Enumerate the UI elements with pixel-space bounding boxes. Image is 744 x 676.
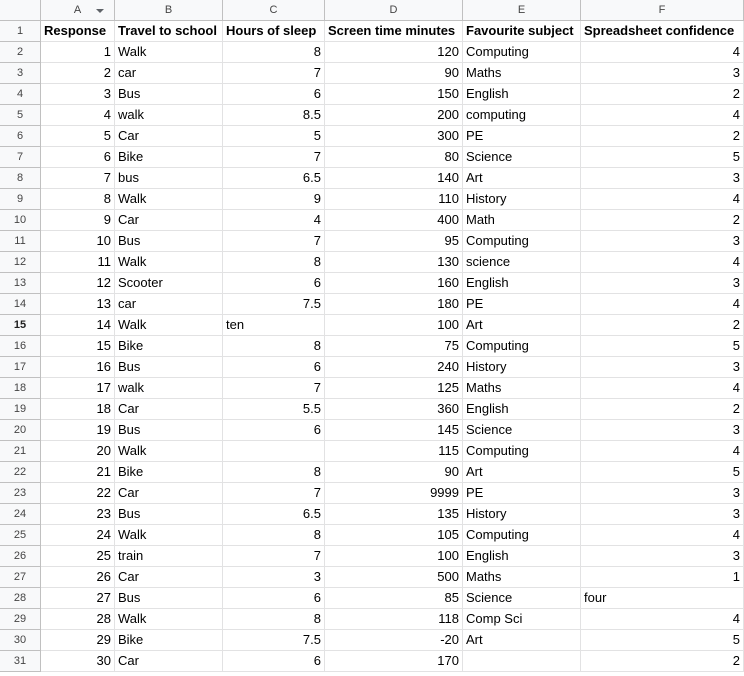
column-header-row bbox=[0, 0, 744, 21]
table-cell[interactable]: car bbox=[115, 63, 223, 84]
row-number[interactable]: 4 bbox=[0, 84, 41, 105]
table-cell[interactable]: Scooter bbox=[115, 273, 223, 294]
table-cell[interactable]: 300 bbox=[325, 126, 463, 147]
table-cell[interactable]: 4 bbox=[41, 105, 115, 126]
row-number[interactable]: 29 bbox=[0, 609, 41, 630]
table-cell[interactable]: PE bbox=[463, 483, 581, 504]
table-cell[interactable]: 5 bbox=[223, 126, 325, 147]
table-cell[interactable]: 30 bbox=[41, 651, 115, 672]
header-cell[interactable]: Screen time minutes bbox=[325, 21, 463, 42]
table-cell[interactable]: 5 bbox=[581, 462, 744, 483]
table-cell[interactable]: 6 bbox=[223, 651, 325, 672]
table-cell[interactable]: English bbox=[463, 546, 581, 567]
row-number[interactable]: 3 bbox=[0, 63, 41, 84]
table-cell[interactable]: Car bbox=[115, 210, 223, 231]
row-number[interactable]: 31 bbox=[0, 651, 41, 672]
table-cell[interactable]: 20 bbox=[41, 441, 115, 462]
row-number[interactable]: 26 bbox=[0, 546, 41, 567]
table-cell[interactable]: 28 bbox=[41, 609, 115, 630]
table-cell[interactable]: 80 bbox=[325, 147, 463, 168]
table-cell[interactable]: 19 bbox=[41, 420, 115, 441]
table-cell[interactable]: 8 bbox=[223, 525, 325, 546]
table-cell[interactable]: 118 bbox=[325, 609, 463, 630]
row-number[interactable]: 12 bbox=[0, 252, 41, 273]
table-cell[interactable]: Science bbox=[463, 420, 581, 441]
table-row bbox=[0, 420, 744, 441]
table-cell[interactable]: 17 bbox=[41, 378, 115, 399]
table-cell[interactable]: 3 bbox=[581, 168, 744, 189]
table-cell[interactable]: Bus bbox=[115, 84, 223, 105]
table-row bbox=[0, 189, 744, 210]
table-cell[interactable]: 8 bbox=[223, 42, 325, 63]
table-cell[interactable]: 21 bbox=[41, 462, 115, 483]
table-cell[interactable]: 2 bbox=[581, 126, 744, 147]
table-cell[interactable]: 18 bbox=[41, 399, 115, 420]
table-cell[interactable]: 125 bbox=[325, 378, 463, 399]
table-row bbox=[0, 273, 744, 294]
table-cell[interactable]: 2 bbox=[41, 63, 115, 84]
row-number[interactable]: 23 bbox=[0, 483, 41, 504]
table-cell[interactable]: Walk bbox=[115, 525, 223, 546]
table-cell[interactable]: Walk bbox=[115, 42, 223, 63]
table-cell[interactable]: 6 bbox=[223, 357, 325, 378]
row-number[interactable]: 6 bbox=[0, 126, 41, 147]
table-row bbox=[0, 441, 744, 462]
table-row bbox=[0, 294, 744, 315]
table-row bbox=[0, 483, 744, 504]
row-number[interactable]: 18 bbox=[0, 378, 41, 399]
table-cell[interactable]: History bbox=[463, 357, 581, 378]
table-row bbox=[0, 609, 744, 630]
table-cell[interactable]: 3 bbox=[581, 231, 744, 252]
table-cell[interactable]: Bus bbox=[115, 504, 223, 525]
table-row bbox=[0, 147, 744, 168]
table-cell[interactable]: 6 bbox=[223, 84, 325, 105]
table-cell[interactable]: 4 bbox=[581, 441, 744, 462]
table-cell[interactable]: 115 bbox=[325, 441, 463, 462]
row-number[interactable]: 8 bbox=[0, 168, 41, 189]
table-row bbox=[0, 231, 744, 252]
table-cell[interactable]: Computing bbox=[463, 336, 581, 357]
table-row bbox=[0, 630, 744, 651]
table-row bbox=[0, 651, 744, 672]
table-cell[interactable]: 160 bbox=[325, 273, 463, 294]
table-cell[interactable]: 170 bbox=[325, 651, 463, 672]
table-row bbox=[0, 567, 744, 588]
table-cell[interactable]: 4 bbox=[581, 525, 744, 546]
table-cell[interactable]: Computing bbox=[463, 231, 581, 252]
table-cell[interactable]: 2 bbox=[581, 210, 744, 231]
table-cell[interactable]: 3 bbox=[581, 546, 744, 567]
table-cell[interactable]: 75 bbox=[325, 336, 463, 357]
table-cell[interactable]: Computing bbox=[463, 525, 581, 546]
table-cell[interactable]: 3 bbox=[581, 483, 744, 504]
table-cell[interactable]: 7.5 bbox=[223, 294, 325, 315]
table-row bbox=[0, 168, 744, 189]
header-data-row bbox=[0, 21, 744, 42]
table-row bbox=[0, 336, 744, 357]
table-cell[interactable]: Science bbox=[463, 147, 581, 168]
table-row bbox=[0, 210, 744, 231]
select-all-corner[interactable] bbox=[0, 0, 41, 21]
column-header-e[interactable] bbox=[463, 0, 581, 21]
table-cell[interactable]: 5 bbox=[581, 147, 744, 168]
row-number[interactable]: 19 bbox=[0, 399, 41, 420]
row-number[interactable]: 9 bbox=[0, 189, 41, 210]
table-cell[interactable]: 8.5 bbox=[223, 105, 325, 126]
table-cell[interactable]: four bbox=[581, 588, 744, 609]
table-cell[interactable]: 105 bbox=[325, 525, 463, 546]
table-cell[interactable]: 6 bbox=[223, 420, 325, 441]
row-number[interactable]: 30 bbox=[0, 630, 41, 651]
table-cell[interactable]: 9 bbox=[41, 210, 115, 231]
column-header-a[interactable] bbox=[41, 0, 115, 21]
column-letter: C bbox=[269, 4, 278, 16]
table-cell[interactable]: 95 bbox=[325, 231, 463, 252]
table-cell[interactable]: 110 bbox=[325, 189, 463, 210]
row-number[interactable]: 16 bbox=[0, 336, 41, 357]
table-cell[interactable]: Bus bbox=[115, 588, 223, 609]
table-row bbox=[0, 525, 744, 546]
table-row bbox=[0, 504, 744, 525]
table-cell[interactable]: PE bbox=[463, 126, 581, 147]
table-cell[interactable]: 8 bbox=[41, 189, 115, 210]
header-cell[interactable]: Favourite subject bbox=[463, 21, 581, 42]
table-cell[interactable]: 2 bbox=[581, 651, 744, 672]
table-cell[interactable]: 9999 bbox=[325, 483, 463, 504]
table-cell[interactable]: 6 bbox=[223, 588, 325, 609]
table-cell[interactable]: 120 bbox=[325, 42, 463, 63]
table-row bbox=[0, 315, 744, 336]
table-cell[interactable]: 6 bbox=[223, 273, 325, 294]
row-number[interactable]: 10 bbox=[0, 210, 41, 231]
table-cell[interactable]: 23 bbox=[41, 504, 115, 525]
table-cell[interactable]: 10 bbox=[41, 231, 115, 252]
table-cell[interactable]: walk bbox=[115, 105, 223, 126]
table-cell[interactable]: 5 bbox=[581, 630, 744, 651]
table-cell[interactable]: 25 bbox=[41, 546, 115, 567]
table-cell[interactable]: 5 bbox=[41, 126, 115, 147]
row-number[interactable]: 17 bbox=[0, 357, 41, 378]
table-cell[interactable]: 2 bbox=[581, 84, 744, 105]
table-cell[interactable]: Walk bbox=[115, 315, 223, 336]
table-cell[interactable]: Comp Sci bbox=[463, 609, 581, 630]
table-cell[interactable]: 90 bbox=[325, 63, 463, 84]
table-cell[interactable]: 360 bbox=[325, 399, 463, 420]
table-cell[interactable]: 4 bbox=[581, 189, 744, 210]
row-number[interactable]: 20 bbox=[0, 420, 41, 441]
table-cell[interactable]: Maths bbox=[463, 63, 581, 84]
column-letter: A bbox=[73, 4, 82, 16]
table-cell[interactable]: 13 bbox=[41, 294, 115, 315]
table-cell[interactable]: Art bbox=[463, 168, 581, 189]
table-cell[interactable]: 4 bbox=[581, 252, 744, 273]
table-cell[interactable]: computing bbox=[463, 105, 581, 126]
table-cell[interactable]: Math bbox=[463, 210, 581, 231]
table-cell[interactable]: Art bbox=[463, 462, 581, 483]
table-cell[interactable]: Computing bbox=[463, 42, 581, 63]
table-cell[interactable]: 6.5 bbox=[223, 504, 325, 525]
table-cell[interactable]: 7 bbox=[223, 546, 325, 567]
table-cell[interactable]: 400 bbox=[325, 210, 463, 231]
table-cell[interactable]: bus bbox=[115, 168, 223, 189]
table-cell[interactable]: 12 bbox=[41, 273, 115, 294]
table-row bbox=[0, 588, 744, 609]
table-cell[interactable]: 3 bbox=[223, 567, 325, 588]
table-cell[interactable]: Car bbox=[115, 399, 223, 420]
table-cell[interactable]: 7 bbox=[41, 168, 115, 189]
table-row bbox=[0, 105, 744, 126]
table-cell[interactable]: -20 bbox=[325, 630, 463, 651]
table-cell[interactable]: 85 bbox=[325, 588, 463, 609]
table-row bbox=[0, 357, 744, 378]
table-cell[interactable]: 27 bbox=[41, 588, 115, 609]
table-cell[interactable]: 150 bbox=[325, 84, 463, 105]
table-row bbox=[0, 42, 744, 63]
table-cell[interactable]: 7.5 bbox=[223, 630, 325, 651]
table-cell[interactable]: Walk bbox=[115, 441, 223, 462]
row-number[interactable]: 2 bbox=[0, 42, 41, 63]
table-cell[interactable]: English bbox=[463, 399, 581, 420]
row-number[interactable]: 28 bbox=[0, 588, 41, 609]
table-cell[interactable]: 3 bbox=[581, 420, 744, 441]
table-cell[interactable]: 8 bbox=[223, 336, 325, 357]
table-cell[interactable]: 135 bbox=[325, 504, 463, 525]
table-cell[interactable]: 3 bbox=[41, 84, 115, 105]
table-row bbox=[0, 63, 744, 84]
table-cell[interactable]: 180 bbox=[325, 294, 463, 315]
table-cell[interactable]: 100 bbox=[325, 315, 463, 336]
table-cell[interactable]: 8 bbox=[223, 252, 325, 273]
table-cell[interactable]: 7 bbox=[223, 483, 325, 504]
header-cell[interactable]: Hours of sleep bbox=[223, 21, 325, 42]
table-cell[interactable]: 145 bbox=[325, 420, 463, 441]
column-header-f[interactable] bbox=[581, 0, 744, 21]
table-cell[interactable]: 2 bbox=[581, 315, 744, 336]
table-cell[interactable]: English bbox=[463, 273, 581, 294]
table-row bbox=[0, 546, 744, 567]
table-row bbox=[0, 84, 744, 105]
column-letter: B bbox=[164, 4, 173, 16]
table-cell[interactable]: 90 bbox=[325, 462, 463, 483]
table-cell[interactable]: 22 bbox=[41, 483, 115, 504]
table-cell[interactable]: Bike bbox=[115, 462, 223, 483]
table-cell[interactable]: Walk bbox=[115, 189, 223, 210]
row-number[interactable]: 14 bbox=[0, 294, 41, 315]
table-cell[interactable]: 4 bbox=[581, 294, 744, 315]
table-cell[interactable]: 7 bbox=[223, 63, 325, 84]
table-cell[interactable]: 7 bbox=[223, 378, 325, 399]
table-cell[interactable]: Art bbox=[463, 630, 581, 651]
column-letter: F bbox=[658, 4, 666, 16]
table-cell[interactable]: train bbox=[115, 546, 223, 567]
table-cell[interactable]: 500 bbox=[325, 567, 463, 588]
table-cell[interactable]: 3 bbox=[581, 273, 744, 294]
table-cell[interactable]: 4 bbox=[581, 42, 744, 63]
table-cell[interactable]: 4 bbox=[581, 378, 744, 399]
column-letter: E bbox=[517, 4, 526, 16]
table-cell[interactable]: 130 bbox=[325, 252, 463, 273]
table-cell[interactable]: 1 bbox=[41, 42, 115, 63]
table-cell[interactable]: 4 bbox=[581, 105, 744, 126]
table-cell[interactable]: Computing bbox=[463, 441, 581, 462]
table-cell[interactable]: Car bbox=[115, 126, 223, 147]
table-cell[interactable]: Science bbox=[463, 588, 581, 609]
table-cell[interactable]: Walk bbox=[115, 609, 223, 630]
table-cell[interactable]: Bike bbox=[115, 336, 223, 357]
table-cell[interactable]: 100 bbox=[325, 546, 463, 567]
table-cell[interactable]: ten bbox=[223, 315, 325, 336]
row-number[interactable]: 27 bbox=[0, 567, 41, 588]
table-cell[interactable]: 3 bbox=[581, 504, 744, 525]
table-cell[interactable]: science bbox=[463, 252, 581, 273]
table-cell[interactable]: Maths bbox=[463, 378, 581, 399]
table-cell[interactable]: 15 bbox=[41, 336, 115, 357]
table-cell[interactable]: Bike bbox=[115, 630, 223, 651]
table-cell[interactable]: 9 bbox=[223, 189, 325, 210]
table-cell[interactable]: 24 bbox=[41, 525, 115, 546]
table-cell[interactable]: Bus bbox=[115, 231, 223, 252]
table-cell[interactable]: 29 bbox=[41, 630, 115, 651]
table-cell[interactable]: Car bbox=[115, 651, 223, 672]
table-cell[interactable] bbox=[223, 441, 325, 462]
table-cell[interactable]: 6 bbox=[41, 147, 115, 168]
table-cell[interactable]: 2 bbox=[581, 399, 744, 420]
table-cell[interactable]: walk bbox=[115, 378, 223, 399]
table-cell[interactable]: 7 bbox=[223, 231, 325, 252]
table-cell[interactable]: 3 bbox=[581, 357, 744, 378]
filter-dropdown-icon[interactable] bbox=[96, 9, 104, 13]
table-cell[interactable]: 14 bbox=[41, 315, 115, 336]
table-cell[interactable]: car bbox=[115, 294, 223, 315]
row-number[interactable]: 15 bbox=[0, 315, 41, 336]
row-number[interactable]: 7 bbox=[0, 147, 41, 168]
table-cell[interactable]: 26 bbox=[41, 567, 115, 588]
table-cell[interactable]: Maths bbox=[463, 567, 581, 588]
row-number[interactable]: 13 bbox=[0, 273, 41, 294]
table-cell[interactable]: 5 bbox=[581, 336, 744, 357]
table-cell[interactable]: History bbox=[463, 504, 581, 525]
table-cell[interactable]: 4 bbox=[223, 210, 325, 231]
table-cell[interactable]: 5.5 bbox=[223, 399, 325, 420]
table-cell[interactable]: 8 bbox=[223, 609, 325, 630]
column-letter: D bbox=[389, 4, 398, 16]
table-cell[interactable]: Bike bbox=[115, 147, 223, 168]
table-cell[interactable]: 8 bbox=[223, 462, 325, 483]
table-cell[interactable]: 1 bbox=[581, 567, 744, 588]
column-header-b[interactable] bbox=[115, 0, 223, 21]
table-row bbox=[0, 378, 744, 399]
table-cell[interactable]: Car bbox=[115, 483, 223, 504]
row-number[interactable]: 11 bbox=[0, 231, 41, 252]
row-number[interactable]: 1 bbox=[0, 21, 41, 42]
row-number[interactable]: 22 bbox=[0, 462, 41, 483]
table-cell[interactable]: PE bbox=[463, 294, 581, 315]
header-cell[interactable]: Spreadsheet confidence bbox=[581, 21, 744, 42]
row-number[interactable]: 25 bbox=[0, 525, 41, 546]
table-row bbox=[0, 462, 744, 483]
header-cell[interactable]: Response bbox=[41, 21, 115, 42]
row-number[interactable]: 5 bbox=[0, 105, 41, 126]
table-cell[interactable]: Art bbox=[463, 315, 581, 336]
table-cell[interactable]: 140 bbox=[325, 168, 463, 189]
table-cell[interactable]: 6.5 bbox=[223, 168, 325, 189]
table-cell[interactable]: 4 bbox=[581, 609, 744, 630]
table-cell[interactable]: Car bbox=[115, 567, 223, 588]
table-cell[interactable]: History bbox=[463, 189, 581, 210]
table-row bbox=[0, 126, 744, 147]
table-cell[interactable] bbox=[463, 651, 581, 672]
table-cell[interactable]: English bbox=[463, 84, 581, 105]
column-header-c[interactable] bbox=[223, 0, 325, 21]
table-cell[interactable]: Walk bbox=[115, 252, 223, 273]
table-row bbox=[0, 252, 744, 273]
table-cell[interactable]: 7 bbox=[223, 147, 325, 168]
table-cell[interactable]: Bus bbox=[115, 357, 223, 378]
table-row bbox=[0, 399, 744, 420]
table-cell[interactable]: 16 bbox=[41, 357, 115, 378]
table-cell[interactable]: Bus bbox=[115, 420, 223, 441]
header-cell[interactable]: Travel to school bbox=[115, 21, 223, 42]
table-cell[interactable]: 240 bbox=[325, 357, 463, 378]
column-header-d[interactable] bbox=[325, 0, 463, 21]
table-cell[interactable]: 11 bbox=[41, 252, 115, 273]
table-cell[interactable]: 3 bbox=[581, 63, 744, 84]
row-number[interactable]: 21 bbox=[0, 441, 41, 462]
row-number[interactable]: 24 bbox=[0, 504, 41, 525]
table-cell[interactable]: 200 bbox=[325, 105, 463, 126]
